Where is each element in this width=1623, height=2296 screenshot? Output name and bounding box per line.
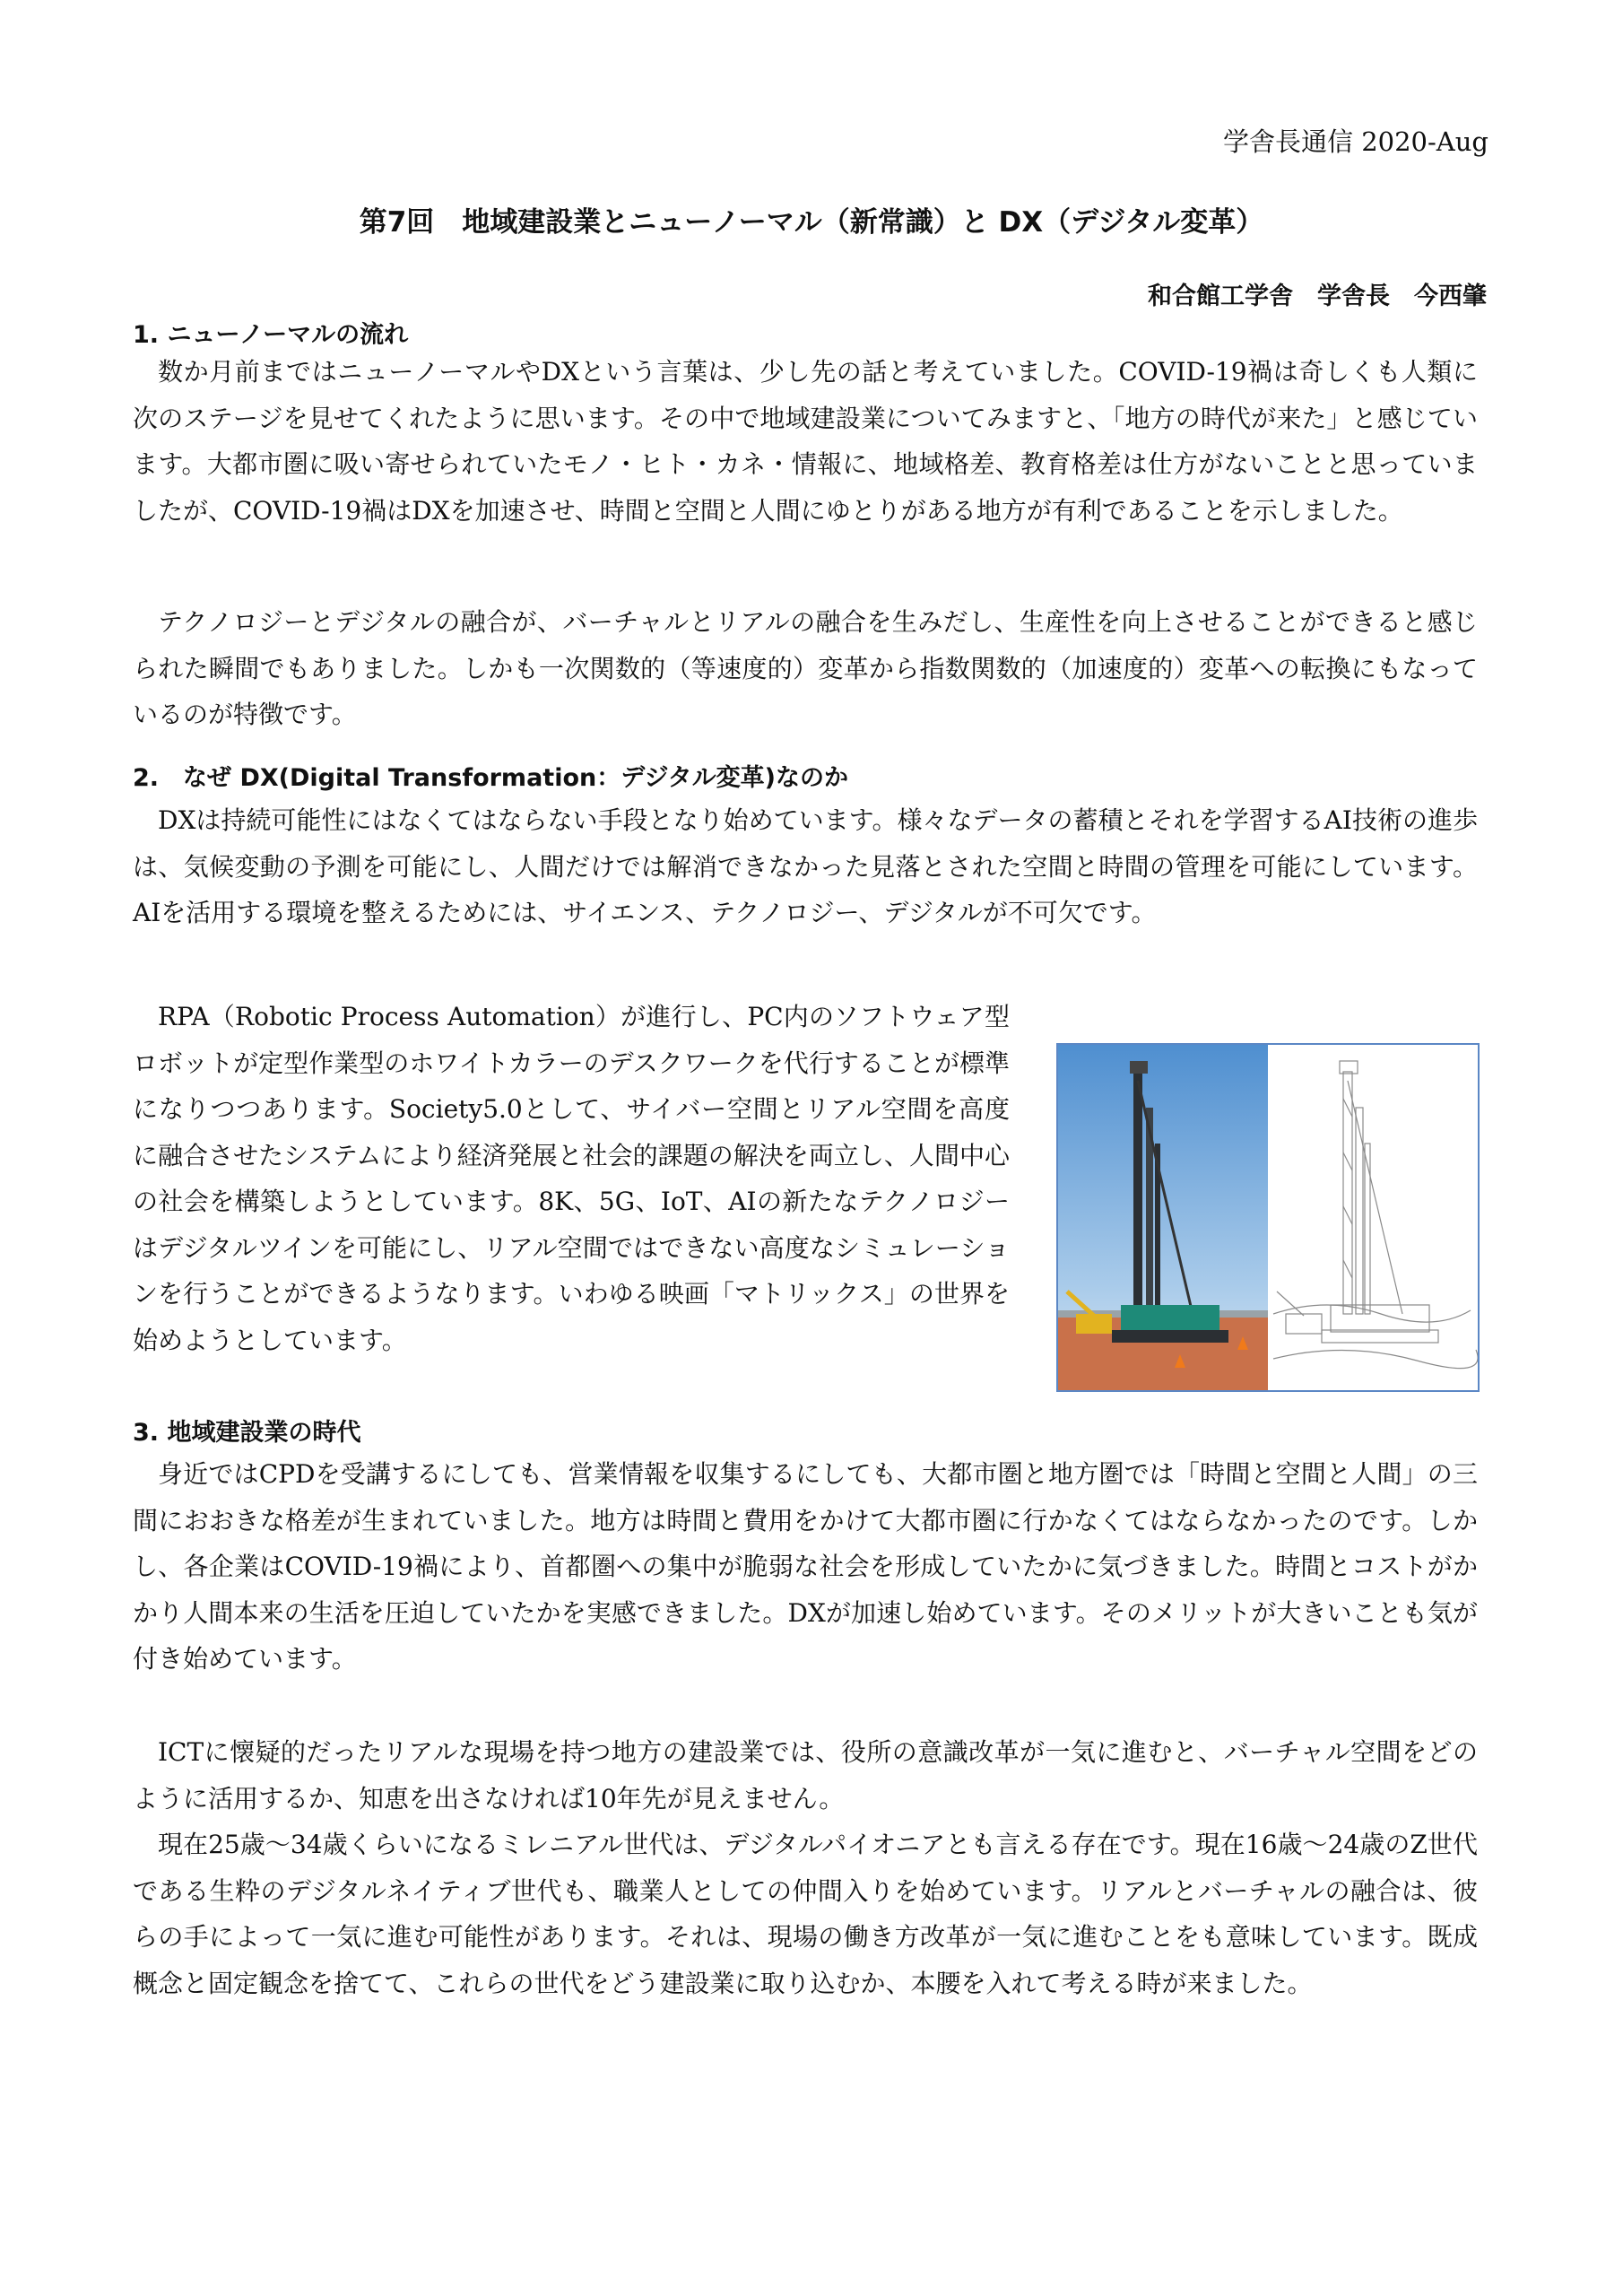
section-3-paragraph-3: 現在25歳～34歳くらいになるミレニアル世代は、デジタルパイオニアとも言える存在です。現在16歳～24歳のZ世代である生粋のデジタルネイティブ世代も、職業人としての仲間入りを始めています。リアルとバーチャルの融合は、彼らの手によって一気に進む可能性があります。それは、現場の働き方改革が一気に進むことをも意味しています。既成概念と固定観念を捨てて、これらの世代をどう建設業に取り込むか、本腰を入れて考える時が来ました。 (133, 1830, 1478, 1998)
page-title: 第7回 地域建設業とニューノーマル（新常識）と DX（デジタル変革） (359, 206, 1264, 239)
section-1-heading: 1. ニューノーマルの流れ (133, 321, 409, 349)
section-2-paragraph-2: RPA（Robotic Process Automation）が進行し、PC内のソフトウェア型ロボットが定型作業型のホワイトカラーのデスクワークを代行することが標準になりつつあります。Society5.0として、サイバー空間とリアル空間を高度に融合させたシステムにより経済発展と社会的課題の解決を両立し、人間中心の社会を構築しようとしています。8K、5G、IoT、AIの新たなテクノロジーはデジタルツインを可能にし、リアル空間ではできない高度なシミュレーションを行うことができるようなります。いわゆる映画「マトリックス」の世界を始めようとしています。 (133, 1002, 1010, 1355)
section-1-paragraph-1: 数か月前まではニューノーマルやDXという言葉は、少し先の話と考えていました。COVID-19禍は奇しくも人類に次のステージを見せてくれたように思います。その中で地域建設業についてみますと、「地方の時代が来た」と感じています。大都市圏に吸い寄せられていたモノ・ヒト・カネ・情報に、地域格差、教育格差は仕方がないことと思っていましたが、COVID-19禍はDXを加速させ、時間と空間と人間にゆとりがある地方が有利であることを示しました。 (133, 357, 1478, 526)
pile-driver-photo-icon (1058, 1045, 1478, 1390)
section-2-paragraph-1: DXは持続可能性にはなくてはならない手段となり始めています。様々なデータの蓄積とそれを学習するAI技術の進歩は、気候変動の予測を可能にし、人間だけでは解消できなかった見落とされた空間と時間の管理を可能にしています。AIを活用する環境を整えるためには、サイエンス、テクノロジー、デジタルが不可欠です。 (133, 805, 1478, 927)
pile-driver-figure (1056, 1043, 1480, 1392)
newsletter-label: 学舎長通信 2020-Aug (1222, 126, 1488, 157)
section-3-paragraph-2: ICTに懐疑的だったリアルな現場を持つ地方の建設業では、役所の意識改革が一気に進むと、バーチャル空間をどのように活用するか、知恵を出さなければ10年先が見えません。 (133, 1737, 1478, 1813)
section-3-heading: 3. 地域建設業の時代 (133, 1419, 361, 1447)
section-2-heading: 2. なぜ DX(Digital Transformation：デジタル変革)なのか (133, 764, 848, 792)
author-line: 和合館工学舎 学舎長 今西肇 (1148, 283, 1487, 310)
section-3-paragraph-1: 身近ではCPDを受講するにしても、営業情報を収集するにしても、大都市圏と地方圏では「時間と空間と人間」の三間におおきな格差が生まれていました。地方は時間と費用をかけて大都市圏に行かなくてはならなかったのです。しかし、各企業はCOVID-19禍により、首都圏への集中が脆弱な社会を形成していたかに気づきました。時間とコストがかかり人間本来の生活を圧迫していたかを実感できました。DXが加速し始めています。そのメリットが大きいことも気が付き始めています。 (133, 1459, 1478, 1674)
section-1-paragraph-2: テクノロジーとデジタルの融合が、バーチャルとリアルの融合を生みだし、生産性を向上させることができると感じられた瞬間でもありました。しかも一次関数的（等速度的）変革から指数関数的（加速度的）変革への転換にもなっているのが特徴です。 (133, 607, 1478, 729)
